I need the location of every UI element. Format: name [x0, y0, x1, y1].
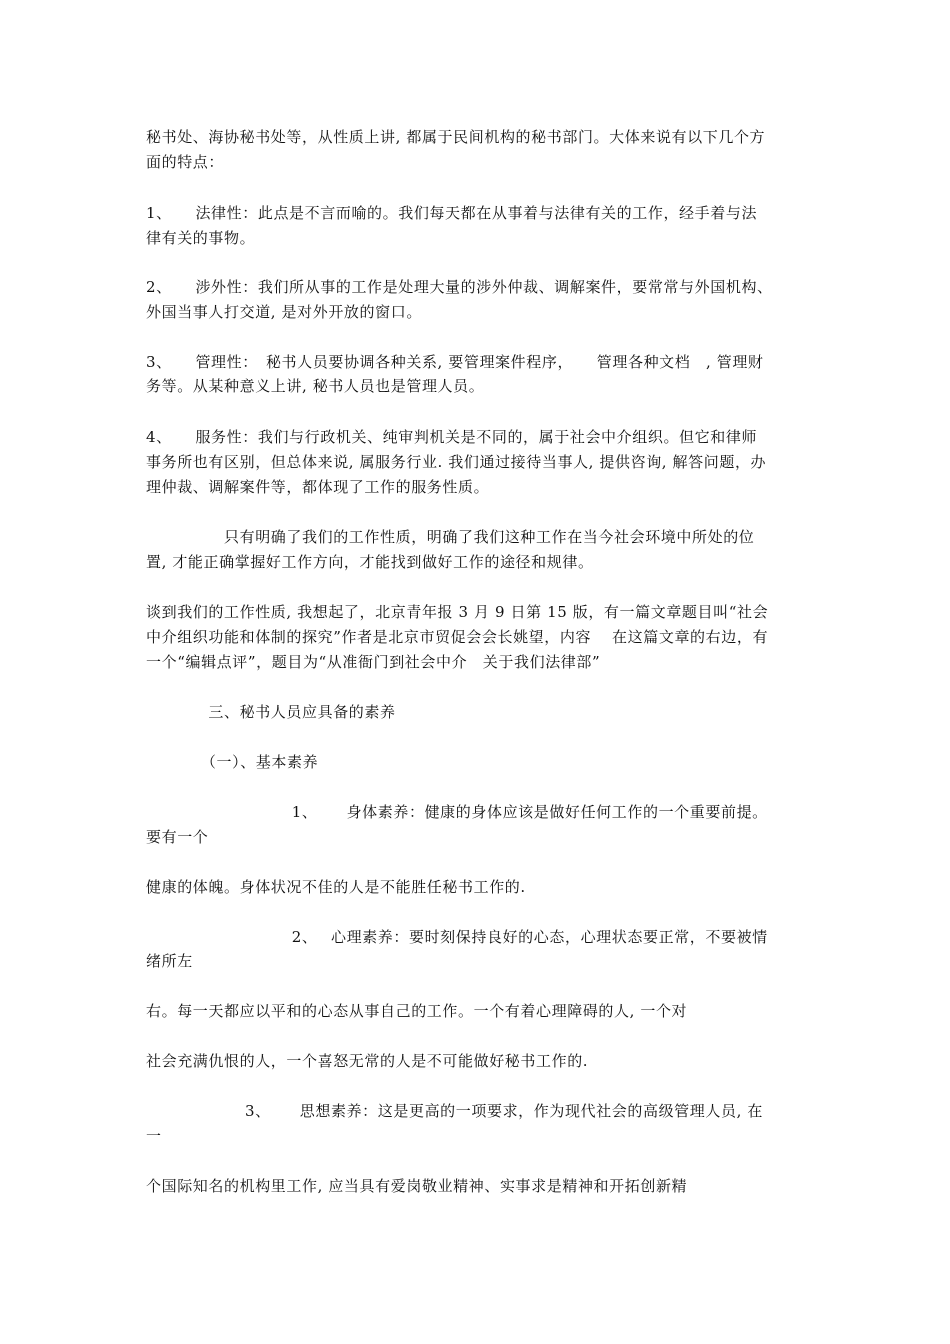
list-item-mental-line-3: 右。每一天都应以平和的心态从事自己的工作。一个有着心理障碍的人, 一个对	[146, 1002, 688, 1020]
paragraph-line: 谈到我们的工作性质, 我想起了，北京青年报 3 月 9 日第 15 版，有一篇文章题目叫“社会	[146, 603, 769, 621]
paragraph-line: 中介组织功能和体制的探究”作者是北京市贸促会会长姚望，内容 在这篇文章的右边，有	[146, 628, 769, 646]
list-item-mental-line-2: 绪所左	[146, 952, 193, 970]
section-heading: 三、秘书人员应具备的素养	[146, 703, 396, 721]
paragraph-line: 只有明确了我们的工作性质，明确了我们这种工作在当今社会环境中所处的位	[146, 528, 755, 546]
list-item-management-line-2: 务等。从某种意义上讲, 秘书人员也是管理人员。	[146, 377, 485, 395]
text-line: 秘书处、海协秘书处等，从性质上讲, 都属于民间机构的秘书部门。大体来说有以下几个方	[146, 128, 766, 146]
paragraph-line: 置, 才能正确掌握好工作方向，才能找到做好工作的途径和规律。	[146, 553, 594, 571]
list-item-physical-line-2: 要有一个	[146, 828, 209, 846]
paragraph-line: 一个“编辑点评”，题目为“从准衙门到社会中介 关于我们法律部”	[146, 653, 601, 671]
list-item-service-line-2: 事务所也有区别，但总体来说, 属服务行业. 我们通过接待当事人, 提供咨询, 解答问题，办	[146, 453, 767, 471]
list-item-mental-line-1: 2、 心理素养：要时刻保持良好的心态，心理状态要正常，不要被情	[146, 928, 768, 946]
list-item-legal-line-1: 1、 法律性：此点是不言而喻的。我们每天都在从事着与法律有关的工作，经手着与法	[146, 204, 758, 222]
list-item-ideological-line-3: 个国际知名的机构里工作, 应当具有爱岗敬业精神、实事求是精神和开拓创新精	[146, 1177, 688, 1195]
list-item-management-line-1: 3、 管理性： 秘书人员要协调各种关系, 要管理案件程序， 管理各种文档 , 管理财	[146, 353, 764, 371]
list-item-foreign-line-1: 2、 涉外性：我们所从事的工作是处理大量的涉外仲裁、调解案件，要常常与外国机构、	[146, 278, 773, 296]
list-item-foreign-line-2: 外国当事人打交道, 是对外开放的窗口。	[146, 303, 422, 321]
list-item-service-line-1: 4、 服务性：我们与行政机关、纯审判机关是不同的，属于社会中介组织。但它和律师	[146, 428, 758, 446]
list-item-physical-line-3: 健康的体魄。身体状况不佳的人是不能胜任秘书工作的.	[146, 878, 526, 896]
list-item-mental-line-4: 社会充满仇恨的人，一个喜怒无常的人是不可能做好秘书工作的.	[146, 1052, 589, 1070]
subsection-heading: （一）、基本素养	[146, 753, 319, 771]
list-item-physical-line-1: 1、 身体素养：健康的身体应该是做好任何工作的一个重要前提。	[146, 803, 768, 821]
list-item-ideological-line-1: 3、 思想素养：这是更高的一项要求，作为现代社会的高级管理人员, 在	[146, 1102, 763, 1120]
list-item-legal-line-2: 律有关的事物。	[146, 229, 256, 247]
list-item-ideological-line-2: 一	[146, 1127, 162, 1145]
text-line: 面的特点：	[146, 153, 225, 171]
list-item-service-line-3: 理仲裁、调解案件等，都体现了工作的服务性质。	[146, 478, 490, 496]
